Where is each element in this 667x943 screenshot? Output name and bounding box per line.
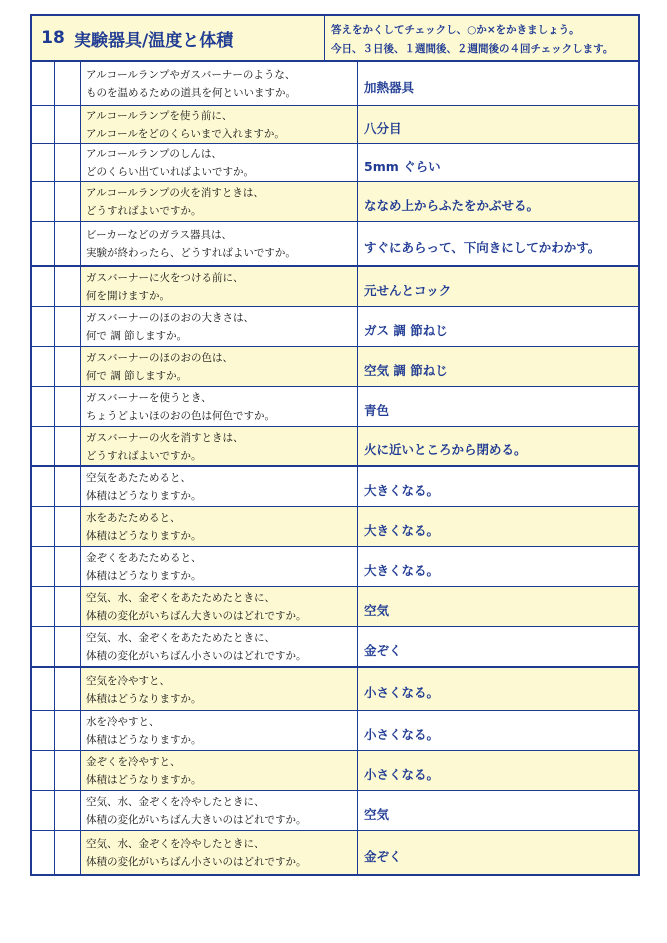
check-box-1[interactable] [32,751,55,790]
question-line-2: 体積の変化がいちばん大きいのはどれですか。 [86,610,307,622]
answer-cell: 金ぞく [364,642,402,658]
question-line-2: どのくらい出ていればよいですか。 [86,166,254,178]
question-cell [81,467,358,506]
question-line-2: 体積の変化がいちばん大きいのはどれですか。 [86,814,307,826]
question-line-1: ガスバーナーの火を消すときは、 [86,431,244,444]
question-line-1: アルコールランプを使う前に、 [86,110,233,122]
question-cell [81,387,358,426]
question-cell [81,267,358,306]
answer-cell: 小さくなる。 [358,751,638,790]
question-line-1: アルコールランプやガスバーナーのような、 [86,69,296,81]
answer-cell: 小さくなる。 [358,668,638,710]
question-line-2: ちょうどよいほのおの色は何色ですか。 [86,410,275,422]
question-line-1: ビーカーなどのガラス器具は、 [86,229,233,241]
worksheet-header [32,16,638,62]
check-box-1[interactable] [32,222,55,265]
check-box-2[interactable] [55,427,81,465]
check-box-2[interactable] [55,62,81,105]
check-box-1[interactable] [32,427,55,465]
check-box-1[interactable] [32,307,55,346]
question-line-1: ガスバーナーを使うとき、 [86,392,212,404]
answer-cell: 5mm ぐらい [364,158,441,174]
check-box-2[interactable] [55,507,81,546]
check-box-1[interactable] [32,668,55,710]
answer-cell: 大きくなる。 [358,507,638,546]
check-box-2[interactable] [55,307,81,346]
question-cell [81,182,358,221]
question-row [32,507,638,547]
check-box-1[interactable] [32,507,55,546]
question-line-1: アルコールランプの火を消すときは、 [86,187,264,199]
check-box-2[interactable] [55,547,81,586]
sheet-title: 実験器具/温度と体積 [74,30,234,51]
instruction-line-1: 答えをかくしてチェックし、○か×をかきましょう。 [331,24,580,36]
question-line-1: 空気、水、金ぞくを冷やしたときに、 [86,838,265,850]
question-row [32,627,638,668]
question-line-2: 何を開けますか。 [86,290,170,302]
question-row [32,751,638,791]
question-line-2: 体積はどうなりますか。 [86,692,202,705]
check-box-2[interactable] [55,587,81,626]
question-line-2: アルコールをどのくらいまで入れますか。 [86,128,285,140]
check-box-1[interactable] [32,547,55,586]
question-line-1: 空気、水、金ぞくを冷やしたときに、 [86,796,265,808]
answer-cell: 大きくなる。 [364,482,440,498]
check-box-2[interactable] [55,668,81,710]
answer-cell: すぐにあらって、下向きにしてかわかす。 [364,239,601,255]
check-box-1[interactable] [32,62,55,105]
check-box-1[interactable] [32,387,55,426]
check-box-1[interactable] [32,627,55,666]
answer-cell: ガス 調 節ねじ [364,322,448,338]
question-row [32,791,638,831]
question-row [32,427,638,467]
question-cell [81,547,358,586]
question-row [32,831,638,874]
question-row [32,467,638,507]
question-cell [81,106,358,143]
question-line-1: ガスバーナーのほのおの色は、 [86,352,233,364]
check-box-2[interactable] [55,182,81,221]
instruction-line-2: 今日、３日後、１週間後、２週間後の４回チェックします。 [331,43,614,55]
check-box-2[interactable] [55,831,81,874]
check-box-1[interactable] [32,711,55,750]
question-cell [81,711,358,750]
question-line-2: どうすればよいですか。 [86,205,202,217]
question-row [32,62,638,106]
header-title-cell [32,16,325,60]
check-box-2[interactable] [55,711,81,750]
question-row [32,587,638,627]
check-box-1[interactable] [32,347,55,386]
sheet-number: 18 [41,28,65,48]
question-line-1: 水をあたためると、 [86,512,181,524]
check-box-1[interactable] [32,831,55,874]
check-box-2[interactable] [55,791,81,830]
answer-cell: 空気 調 節ねじ [358,347,638,386]
question-row [32,547,638,587]
question-line-1: ガスバーナーのほのおの大きさは、 [86,312,254,324]
question-cell [81,507,358,546]
question-line-1: アルコールランプのしんは、 [86,148,222,160]
worksheet [30,14,640,876]
answer-cell: 八分目 [358,106,638,143]
question-line-2: 何で 調 節しますか。 [86,370,188,382]
check-box-2[interactable] [55,387,81,426]
check-box-1[interactable] [32,467,55,506]
check-box-2[interactable] [55,267,81,306]
question-line-2: 体積はどうなりますか。 [86,530,202,542]
answer-cell: 大きくなる。 [364,562,440,578]
question-cell [81,222,358,265]
question-line-1: ガスバーナーに火をつける前に、 [86,272,244,284]
question-cell [81,587,358,626]
question-row [32,222,638,267]
question-line-2: 体積の変化がいちばん小さいのはどれですか。 [86,856,307,868]
answer-cell: 金ぞく [358,831,638,874]
question-cell [81,347,358,386]
question-cell [81,144,358,181]
question-line-2: ものを温めるための道具を何といいますか。 [86,87,296,99]
check-box-2[interactable] [55,144,81,181]
question-table [32,62,638,874]
answer-cell: 空気 [358,587,638,626]
question-line-1: 空気をあたためると、 [86,472,191,484]
answer-cell: 加熱器具 [364,79,415,95]
check-box-2[interactable] [55,627,81,666]
question-row [32,106,638,144]
question-line-2: 体積の変化がいちばん小さいのはどれですか。 [86,650,307,662]
question-line-1: 空気、水、金ぞくをあたためたときに、 [86,632,275,644]
question-cell [81,62,358,105]
instructions [325,16,638,60]
question-row [32,387,638,427]
question-row [32,267,638,307]
question-line-2: 何で 調 節しますか。 [86,330,188,342]
question-line-1: 金ぞくをあたためると、 [86,552,202,564]
check-box-2[interactable] [55,751,81,790]
answer-cell: ななめ上からふたをかぶせる。 [358,182,638,221]
check-box-2[interactable] [55,106,81,143]
question-cell [81,307,358,346]
check-box-1[interactable] [32,791,55,830]
question-line-2: 体積はどうなりますか。 [86,490,202,502]
question-line-1: 水を冷やすと、 [86,716,160,728]
answer-cell: 元せんとコック [358,267,638,306]
answer-cell: 空気 [364,806,390,822]
answer-cell: 青色 [364,402,390,418]
question-line-1: 空気、水、金ぞくをあたためたときに、 [86,592,275,604]
question-row [32,182,638,222]
question-cell [81,627,358,666]
question-cell [81,791,358,830]
check-box-1[interactable] [32,587,55,626]
question-line-1: 空気を冷やすと、 [86,674,170,687]
check-box-2[interactable] [55,347,81,386]
question-cell [81,751,358,790]
question-line-2: 体積はどうなりますか。 [86,774,202,786]
check-box-1[interactable] [32,267,55,306]
question-line-2: 実験が終わったら、どうすればよいですか。 [86,247,296,259]
check-box-1[interactable] [32,144,55,181]
question-row [32,668,638,711]
question-cell [81,427,358,465]
answer-cell: 小さくなる。 [364,726,440,742]
question-line-1: 金ぞくを冷やすと、 [86,756,181,768]
question-cell [81,668,358,710]
question-line-2: 体積はどうなりますか。 [86,570,202,582]
check-box-1[interactable] [32,182,55,221]
answer-cell: 火に近いところから閉める。 [358,427,638,465]
check-box-1[interactable] [32,106,55,143]
question-row [32,144,638,182]
question-row [32,711,638,751]
question-line-2: 体積はどうなりますか。 [86,734,202,746]
check-box-2[interactable] [55,222,81,265]
question-line-2: どうすればよいですか。 [86,449,202,462]
question-row [32,347,638,387]
question-row [32,307,638,347]
question-cell [81,831,358,874]
check-box-2[interactable] [55,467,81,506]
